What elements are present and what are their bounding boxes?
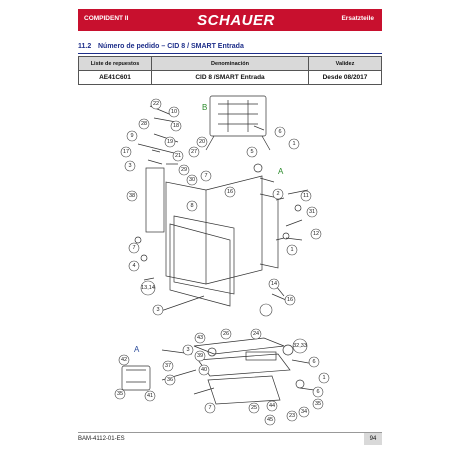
part-balloon [289,139,299,149]
svg-text:18: 18 [172,123,180,129]
svg-text:7: 7 [204,173,208,179]
svg-text:37: 37 [164,363,172,369]
part-balloon [125,161,135,171]
part-balloon [275,127,285,137]
svg-text:10: 10 [170,109,178,115]
part-balloon [273,189,283,199]
brand-name: SCHAUER [197,12,275,29]
part-balloon [225,187,235,197]
svg-text:6: 6 [312,359,316,365]
part-balloon [285,295,295,305]
part-balloon [269,279,279,289]
svg-text:6: 6 [278,129,282,135]
detail-label-b: B [202,103,208,112]
part-balloon [129,261,139,271]
part-balloon [121,147,131,157]
svg-text:7: 7 [208,405,212,411]
svg-text:19: 19 [166,139,174,145]
part-balloon [179,165,189,175]
section-heading [78,42,382,54]
part-balloon [309,357,319,367]
exploded-parts-drawing [78,90,382,428]
part-balloon [260,304,272,316]
part-balloon [319,373,329,383]
product-name: COMPIDENT II [84,15,129,22]
table-header-row [79,57,382,71]
svg-text:6: 6 [316,389,320,395]
svg-text:16: 16 [226,189,234,195]
svg-text:7: 7 [132,245,136,251]
part-balloon [195,351,205,361]
svg-text:3: 3 [156,307,160,313]
svg-text:45: 45 [266,417,274,423]
svg-text:2: 2 [276,191,280,197]
part-balloon [205,403,215,413]
svg-text:1: 1 [292,141,296,147]
part-balloon [265,415,275,425]
part-balloon [247,147,257,157]
part-balloon [301,191,311,201]
svg-text:9: 9 [130,133,134,139]
svg-text:28: 28 [140,121,148,127]
svg-text:1: 1 [322,375,326,381]
part-balloon [307,207,317,217]
part-balloon [299,407,309,417]
part-balloon [199,365,209,375]
svg-text:29: 29 [180,167,188,173]
svg-text:27: 27 [190,149,198,155]
part-balloon [127,131,137,141]
svg-text:23: 23 [288,413,296,419]
svg-text:3: 3 [128,163,132,169]
svg-text:1: 1 [290,247,294,253]
document-id: BAM-4112-01-ES [78,436,125,442]
svg-text:42: 42 [120,357,128,363]
svg-text:8: 8 [190,203,194,209]
svg-text:41: 41 [146,393,154,399]
page-header [78,9,382,31]
svg-text:34: 34 [300,409,308,415]
detail-label-a-bottom: A [134,345,140,354]
part-balloon [141,281,155,295]
part-balloon [171,121,181,131]
part-balloon [287,245,297,255]
part-balloon [183,345,193,355]
part-balloon [139,119,149,129]
svg-text:30: 30 [188,177,196,183]
part-balloon [189,147,199,157]
cell-validity: Desde 08/2017 [309,71,382,85]
part-balloon [293,339,307,353]
part-numbers-bottom [115,329,329,425]
part-balloon [119,355,129,365]
svg-text:40: 40 [200,367,208,373]
order-table [78,56,382,85]
svg-text:14: 14 [270,281,278,287]
part-balloon [127,191,137,201]
svg-text:17: 17 [122,149,130,155]
svg-text:26: 26 [222,331,230,337]
part-balloon [187,175,197,185]
section-title: Número de pedido – CID 8 / SMART Entrada [98,43,244,50]
part-balloon [173,151,183,161]
cell-designation: CID 8 /SMART Entrada [152,71,309,85]
assembly-b-frame [210,96,266,136]
schauer-logo [194,11,278,29]
part-balloon [187,201,197,211]
part-balloon [221,329,231,339]
svg-text:21: 21 [174,153,182,159]
col-header-designation: Denominación [152,57,309,71]
highlighted-part-number: 15 [262,307,270,313]
page-number: 94 [364,433,382,445]
svg-text:44: 44 [268,403,276,409]
svg-text:31: 31 [308,209,316,215]
svg-text:12: 12 [312,231,320,237]
part-balloon [129,243,139,253]
svg-text:3: 3 [186,347,190,353]
part-balloon [151,99,161,109]
svg-text:11: 11 [303,193,309,199]
svg-text:36: 36 [166,377,174,383]
part-balloon [313,399,323,409]
section-number: 11.2 [78,43,92,50]
part-balloon [267,401,277,411]
part-balloon [145,391,155,401]
svg-text:35: 35 [314,401,322,407]
part-balloon [311,229,321,239]
part-balloon [165,375,175,385]
part-balloon [163,361,173,371]
svg-text:16: 16 [286,297,294,303]
svg-text:5: 5 [250,149,254,155]
svg-text:22: 22 [152,101,160,107]
part-numbers-top [121,99,321,316]
svg-text:25: 25 [250,405,258,411]
part-balloon [287,411,297,421]
part-balloon [251,329,261,339]
part-balloon [313,387,323,397]
table-row [79,71,382,85]
part-balloon [169,107,179,117]
svg-text:13,14: 13,14 [141,285,155,291]
footer-divider [78,432,382,433]
svg-text:39: 39 [196,353,204,359]
part-balloon [195,333,205,343]
col-header-validity: Validez [309,57,382,71]
part-balloon [201,171,211,181]
part-balloon [249,403,259,413]
category-label: Ersatzteile [341,15,374,22]
part-balloon [153,305,163,315]
cell-parts-list: AE41C601 [79,71,152,85]
part-balloon [115,389,125,399]
part-balloon [165,137,175,147]
part-balloon [197,137,207,147]
svg-text:35: 35 [116,391,124,397]
col-header-parts-list: Liste de repuestos [79,57,152,71]
svg-text:4: 4 [132,263,136,269]
svg-text:32,33: 32,33 [293,343,307,349]
svg-text:24: 24 [252,331,260,337]
svg-text:20: 20 [198,139,206,145]
svg-text:38: 38 [128,193,136,199]
svg-text:43: 43 [196,335,204,341]
detail-label-a-top: A [278,167,284,176]
